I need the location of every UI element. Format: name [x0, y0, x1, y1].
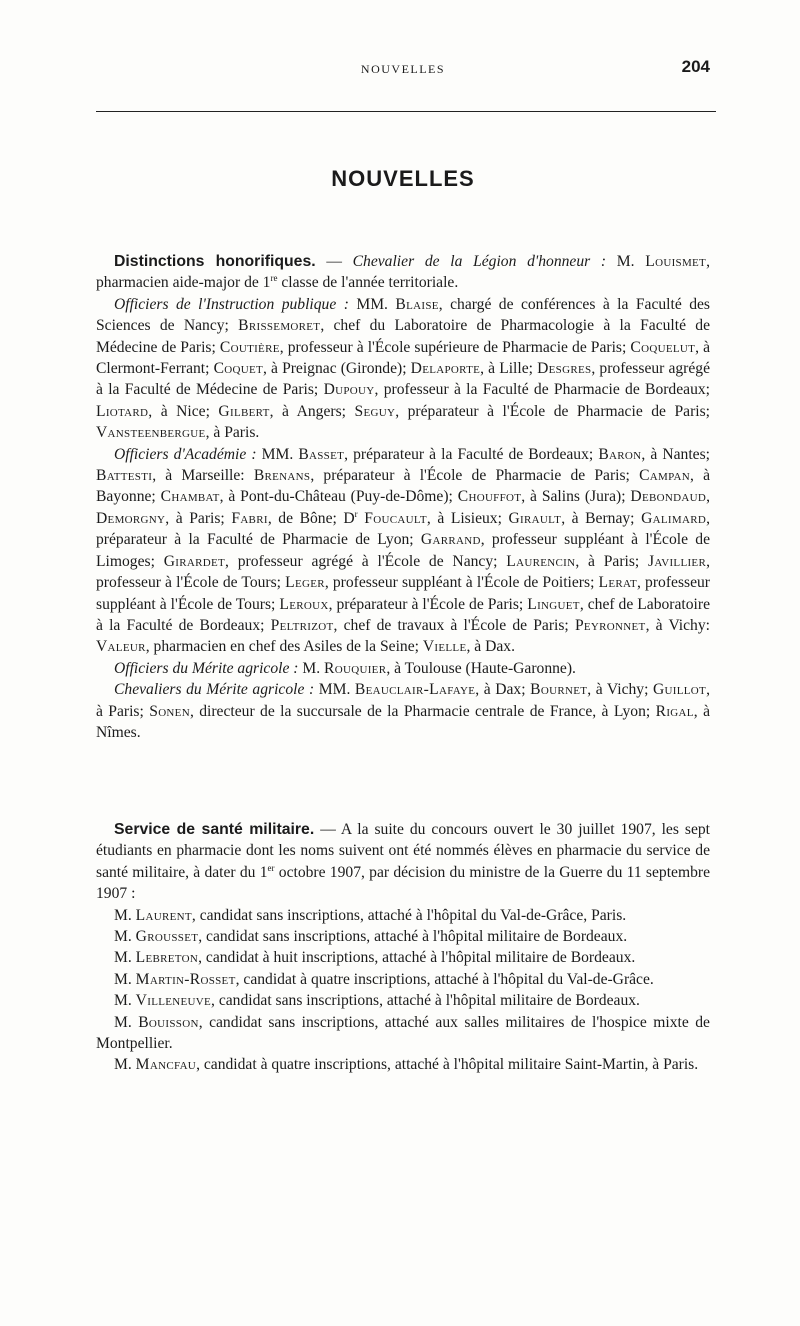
student-entry: [96, 990, 710, 1011]
running-head: [96, 57, 710, 82]
student-assignment: , candidat sans inscriptions, attaché à l'hôpital militaire de Bordeaux.: [198, 928, 628, 946]
paragraph-academie: [96, 444, 710, 658]
academie-text: MM. Basset, préparateur à la Faculté de Bordeaux; Baron, à Nantes; Battesti, à Marseille: Brenans, préparateur à l'École de Pharmacie de Paris; Campan, à Bayonne; Chambat, à Pont-du-Château (Puy-de-Dôme); Chouffot, à Salins (Jura); Debondaud, Demorgny, à Paris; Fabri, de Bône; $D^r$ Foucault, à Lisieux; Girault, à Bernay; Galimard, préparateur à la Faculté de Pharmacie de Lyon; Garrand, professeur suppléant à l'École de Limoges; Girardet, professeur agrégé à l'École de Nancy; Laurencin, à Paris; Javillier, professeur à l'École de Tours; Leger, professeur suppléant à l'École de Poitiers; Lerat, professeur suppléant à l'École de Tours; Leroux, préparateur à l'École de Paris; Linguet, chef de Laboratoire à la Faculté de Bordeaux; Peltrizot, chef de travaux à l'École de Paris; Peyronnet, à Vichy: Valeur, pharmacien en chef des Asiles de la Seine; Vielle, à Dax.: [96, 445, 711, 656]
student-entry: [96, 926, 710, 947]
legion-name: Louismet: [645, 253, 707, 270]
entry-prefix: M.: [114, 928, 136, 946]
student-name: Martin-Rosset: [135, 970, 236, 988]
student-name: Lebreton: [135, 949, 199, 967]
student-assignment: , candidat sans inscriptions, attaché aux salles militaires de l'hospice mixte de Montpellier.: [96, 1013, 710, 1053]
page-number: 204: [681, 57, 710, 76]
merite-chevaliers-text: MM. Beauclair-Lafaye, à Dax; Bournet, à Vichy; Guillot, à Paris; Sonen, directeur de la succursale de la Pharmacie centrale de France, à Lyon; Rigal, à Nîmes.: [96, 681, 710, 741]
section-heading: Service de santé militaire.: [114, 821, 315, 838]
entry-prefix: M.: [114, 1013, 139, 1031]
student-list: [96, 905, 710, 1076]
instruction-label: Officiers de l'Instruction publique :: [114, 295, 349, 313]
entry-prefix: M.: [114, 992, 136, 1010]
paragraph-service-intro: [96, 819, 710, 905]
legion-text-b: classe de l'année territoriale.: [277, 274, 459, 292]
paragraph-merite-chevaliers: [96, 679, 710, 743]
student-name: Grousset: [135, 928, 199, 946]
student-entry: [96, 905, 710, 926]
section-heading: Distinctions honorifiques.: [114, 253, 316, 270]
student-assignment: , candidat sans inscriptions, attaché à l'hôpital du Val-de-Grâce, Paris.: [191, 906, 627, 924]
student-entry: [96, 969, 710, 990]
page-title: NOUVELLES: [331, 166, 475, 191]
academie-label: Officiers d'Académie :: [114, 445, 257, 463]
instruction-text: MM. Blaise, chargé de conférences à la Faculté des Sciences de Nancy; Brissemoret, chef du Laboratoire de Pharmacologie à la Faculté de Médecine de Paris; Coutière, professeur à l'École supérieure de Pharmacie de Paris; Coquelut, à Clermont-Ferrant; Coquet, à Preignac (Gironde); Delaporte, à Lille; Desgres, professeur agrégé à la Faculté de Médecine de Paris; Dupouy, professeur à la Faculté de Pharmacie de Bordeaux; Liotard, à Nice; Gilbert, à Angers; Seguy, préparateur à l'École de Pharmacie de Paris; Vansteenbergue, à Paris.: [96, 295, 711, 442]
student-entry: [96, 1054, 710, 1075]
section-distinctions: [96, 251, 710, 743]
legion-label: Chevalier de la Légion d'honneur :: [352, 253, 607, 270]
student-assignment: , candidat à quatre inscriptions, attaché à l'hôpital militaire Saint-Martin, à Paris.: [196, 1056, 699, 1074]
student-name: Bouisson: [138, 1013, 199, 1031]
student-assignment: , candidat sans inscriptions, attaché à l'hôpital militaire de Bordeaux.: [211, 992, 640, 1010]
intro-text-b: octobre 1907, par décision du ministre de la Guerre du 11 septembre 1907 :: [96, 863, 710, 903]
student-assignment: , candidat à huit inscriptions, attaché à l'hôpital militaire de Bordeaux.: [198, 949, 636, 967]
intro-sup: er: [267, 862, 275, 873]
student-assignment: , candidat à quatre inscriptions, attaché à l'hôpital du Val-de-Grâce.: [235, 970, 654, 988]
paragraph-merite-officiers: [96, 658, 710, 679]
entry-prefix: M.: [114, 1056, 136, 1074]
paragraph-legion: [96, 251, 710, 294]
legion-sup: re: [270, 273, 278, 284]
intro-text-a: A la suite du concours ouvert le 30 juillet 1907, les sept étudiants en pharmacie dont les noms suivent ont été nommés élèves en pharmacie du service de santé militaire, à dater du 1: [96, 821, 711, 881]
dash: —: [314, 821, 341, 838]
student-name: Laurent: [135, 906, 192, 924]
paragraph-instruction: [96, 294, 710, 444]
entry-prefix: M.: [114, 949, 136, 967]
merite-chevaliers-label: Chevaliers du Mérite agricole :: [114, 681, 315, 699]
merite-officiers-text: M. Rouquier, à Toulouse (Haute-Garonne).: [298, 659, 576, 677]
section-service-sante: [96, 819, 710, 1076]
legion-m: M.: [616, 253, 646, 270]
running-title: NOUVELLES: [360, 62, 446, 76]
student-name: Mancfau: [135, 1056, 197, 1074]
header-rule: [96, 111, 716, 112]
entry-prefix: M.: [114, 906, 136, 924]
student-name: Villeneuve: [135, 992, 212, 1010]
dash: —: [315, 253, 353, 270]
legion-text-a: , pharmacien aide-major de 1: [96, 253, 710, 292]
merite-officiers-label: Officiers du Mérite agricole :: [114, 659, 299, 677]
student-entry: [96, 1012, 710, 1055]
student-entry: [96, 947, 710, 968]
entry-prefix: M.: [114, 970, 136, 988]
